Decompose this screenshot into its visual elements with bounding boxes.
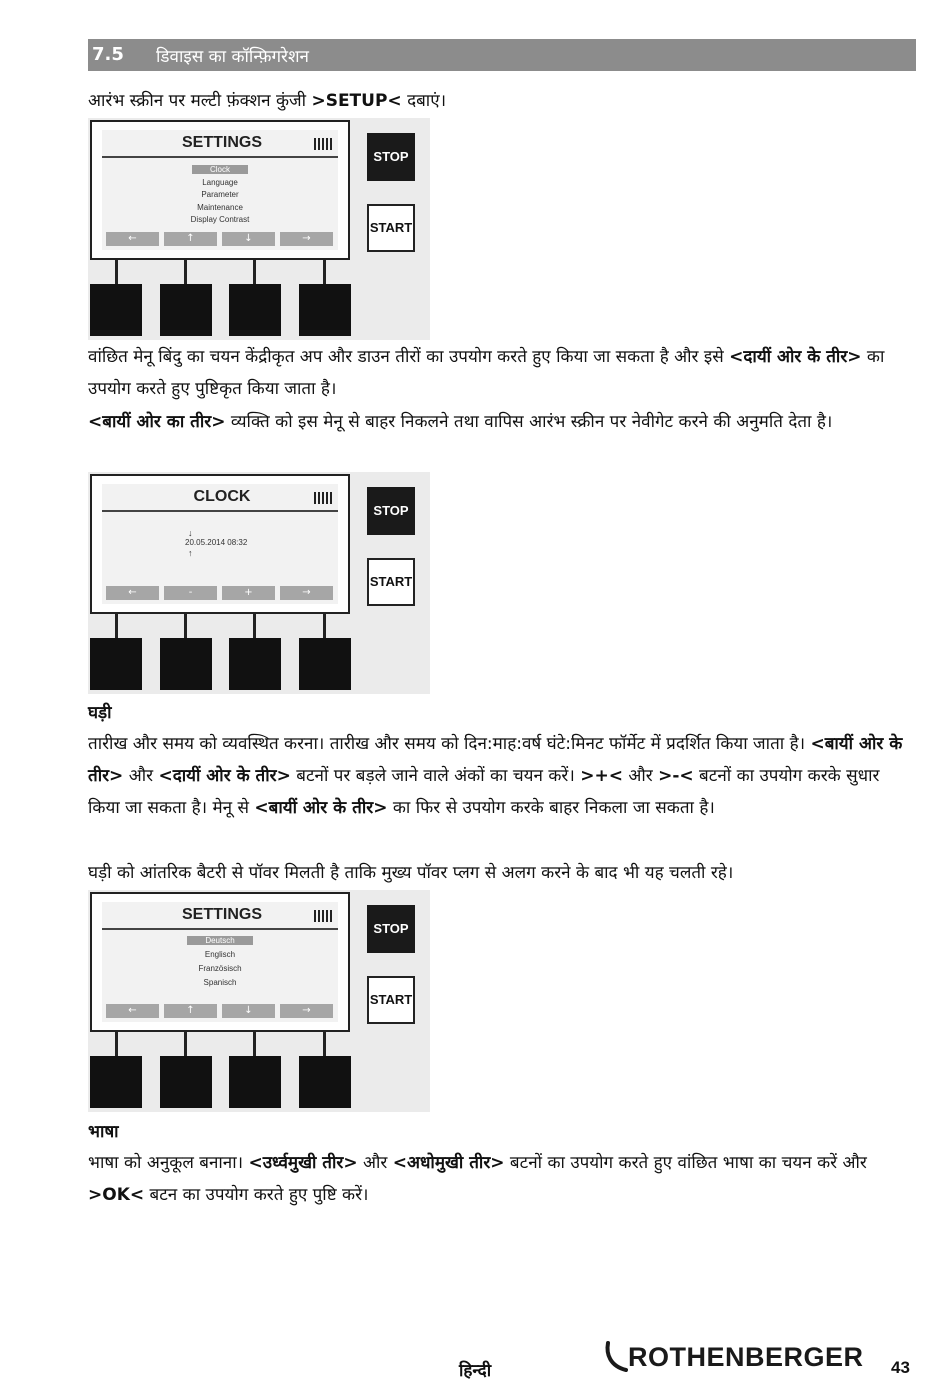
brand-name: ROTHENBERGER [628, 1342, 864, 1372]
lcd-display [102, 902, 338, 1022]
menu-item-selected[interactable]: Deutsch [102, 934, 338, 948]
lcd-divider [102, 156, 338, 158]
key-stem [253, 260, 256, 286]
menu-item[interactable]: Französisch [198, 964, 242, 973]
function-key-1[interactable] [90, 284, 142, 336]
right-arrow-term: <दायीं ओर के तीर> [729, 347, 862, 367]
ok-key-term: >OK< [88, 1185, 145, 1205]
section-title: डिवाइस का कॉन्फ़िगरेशन [156, 47, 309, 67]
softkey-left-arrow-icon: ← [106, 1004, 159, 1018]
para-text: और [622, 766, 659, 786]
clock-heading: घड़ी [88, 703, 112, 723]
key-stem [323, 1032, 326, 1058]
menu-item[interactable]: Language [202, 177, 238, 187]
page-number: 43 [891, 1358, 910, 1377]
display-bezel [90, 892, 350, 1032]
function-key-3[interactable] [229, 638, 281, 690]
display-bezel [90, 474, 350, 614]
section-header [88, 39, 916, 71]
lcd-divider [102, 928, 338, 930]
intro-text: आरंभ स्क्रीन पर मल्टी फ़ंक्शन कुंजी [88, 91, 312, 111]
brand-logo [604, 1340, 864, 1376]
key-stem [184, 260, 187, 286]
minus-key-term: >-< [658, 766, 694, 786]
para-text: वांछित मेनू बिंदु का चयन केंद्रीकृत अप और डाउन तीरों का उपयोग करते हुए किया जा सकता है और इसे [88, 347, 730, 367]
exit-menu-paragraph [88, 406, 908, 438]
intro-paragraph [88, 85, 908, 117]
softkey-up-arrow-icon: ↑ [164, 1004, 217, 1018]
stop-button[interactable]: STOP [367, 487, 415, 535]
footer-language: हिन्दी [459, 1361, 492, 1381]
device-language-screen [88, 890, 430, 1112]
menu-item[interactable]: Display Contrast [190, 215, 250, 224]
menu-navigation-paragraph [88, 341, 908, 405]
stop-button[interactable]: STOP [367, 905, 415, 953]
function-key-4[interactable] [299, 638, 351, 690]
start-button[interactable]: START [367, 204, 415, 252]
lcd-display [102, 130, 338, 250]
softkey-labels [106, 232, 336, 246]
datetime-value: 20.05.2014 08:32 [185, 538, 248, 547]
intro-text-end: दबाएं। [401, 91, 447, 111]
para-text: तारीख और समय को व्यवस्थित करना। तारीख और समय को दिन:माह:वर्ष घंटे:मिनट फॉर्मेट में प्रदर्शित किया जाता है। [88, 734, 811, 754]
para-text: और [123, 766, 159, 786]
para-text: और [357, 1153, 393, 1173]
function-key-3[interactable] [229, 284, 281, 336]
plus-key-term: >+< [580, 766, 623, 786]
para-text: का फिर से उपयोग करके बाहर निकला जा सकता है। [387, 798, 715, 818]
clock-paragraph [88, 728, 908, 824]
softkey-minus-icon: - [164, 586, 217, 600]
para-text: बटनों पर बड़ले जाने वाले अंकों का चयन करें। [290, 766, 581, 786]
key-stem [253, 614, 256, 640]
para-text: का उपयोग करते हुए पुष्टिकृत किया जाता है। [88, 347, 885, 399]
softkey-left-arrow-icon: ← [106, 232, 159, 246]
start-button[interactable]: START [367, 558, 415, 606]
softkey-up-arrow-icon: ↑ [164, 232, 217, 246]
key-stem [184, 614, 187, 640]
cursor-down-arrow-icon: ↓ [188, 528, 193, 538]
softkey-down-arrow-icon: ↓ [222, 1004, 275, 1018]
key-stem [115, 614, 118, 640]
cursor-up-arrow-icon: ↑ [188, 548, 193, 558]
lcd-display [102, 484, 338, 604]
right-arrow-term: <दायीं ओर के तीर> [158, 766, 291, 786]
lcd-title: CLOCK [193, 488, 251, 505]
key-stem [115, 260, 118, 286]
softkey-down-arrow-icon: ↓ [222, 232, 275, 246]
softkey-labels [106, 1004, 336, 1018]
barcode-icon [314, 910, 334, 922]
left-arrow-term: <बायीं ओर के तीर> [254, 798, 388, 818]
menu-item[interactable]: Spanisch [203, 978, 237, 987]
key-stem [253, 1032, 256, 1058]
lcd-title: SETTINGS [181, 906, 262, 923]
barcode-icon [314, 492, 334, 504]
display-bezel [90, 120, 350, 260]
menu-item[interactable]: Maintenance [197, 202, 243, 212]
language-paragraph [88, 1147, 908, 1211]
function-key-3[interactable] [229, 1056, 281, 1108]
down-arrow-term: <अधोमुखी तीर> [392, 1153, 505, 1173]
function-key-2[interactable] [160, 284, 212, 336]
key-stem [323, 614, 326, 640]
language-menu [102, 934, 338, 990]
function-key-2[interactable] [160, 1056, 212, 1108]
stop-button[interactable]: STOP [367, 133, 415, 181]
para-text: व्यक्ति को इस मेनू से बाहर निकलने तथा वापिस आरंभ स्क्रीन पर नेवीगेट करने की अनुमति देता है। [225, 412, 833, 432]
setup-key-text: >SETUP< [311, 91, 402, 111]
function-key-2[interactable] [160, 638, 212, 690]
language-heading: भाषा [88, 1122, 119, 1142]
key-stem [184, 1032, 187, 1058]
menu-item-selected[interactable]: Clock [102, 164, 338, 177]
device-settings-screen [88, 118, 430, 340]
lcd-divider [102, 510, 338, 512]
settings-menu [102, 164, 338, 227]
softkey-left-arrow-icon: ← [106, 586, 159, 600]
lcd-title: SETTINGS [181, 134, 262, 151]
function-key-1[interactable] [90, 638, 142, 690]
device-clock-screen [88, 472, 430, 694]
left-arrow-term: <बायीं ओर का तीर> [88, 412, 226, 432]
softkey-right-arrow-icon: → [280, 1004, 333, 1018]
section-number: 7.5 [92, 44, 124, 65]
start-button[interactable]: START [367, 976, 415, 1024]
para-text: बटन का उपयोग करते हुए पुष्टि करें। [144, 1185, 369, 1205]
function-key-4[interactable] [299, 1056, 351, 1108]
barcode-icon [314, 138, 334, 150]
up-arrow-term: <उर्ध्वमुखी तीर> [248, 1153, 358, 1173]
key-stem [115, 1032, 118, 1058]
softkey-labels [106, 586, 336, 600]
battery-paragraph: घड़ी को आंतरिक बैटरी से पॉवर मिलती है ताकि मुख्य पॉवर प्लग से अलग करने के बाद भी यह चलती रहे। [88, 863, 734, 883]
para-text: बटनों का उपयोग करके सुधार किया जा सकता है। मेनू से [88, 766, 880, 818]
softkey-plus-icon: + [222, 586, 275, 600]
menu-item[interactable]: Englisch [204, 950, 236, 959]
function-key-4[interactable] [299, 284, 351, 336]
softkey-right-arrow-icon: → [280, 232, 333, 246]
function-key-1[interactable] [90, 1056, 142, 1108]
softkey-right-arrow-icon: → [280, 586, 333, 600]
key-stem [323, 260, 326, 286]
para-text: बटनों का उपयोग करते हुए वांछित भाषा का चयन करें और [504, 1153, 867, 1173]
left-arrow-term: <बायीं ओर के तीर> [88, 734, 903, 786]
menu-item[interactable]: Parameter [201, 190, 239, 199]
para-text: भाषा को अनुकूल बनाना। [88, 1153, 249, 1173]
